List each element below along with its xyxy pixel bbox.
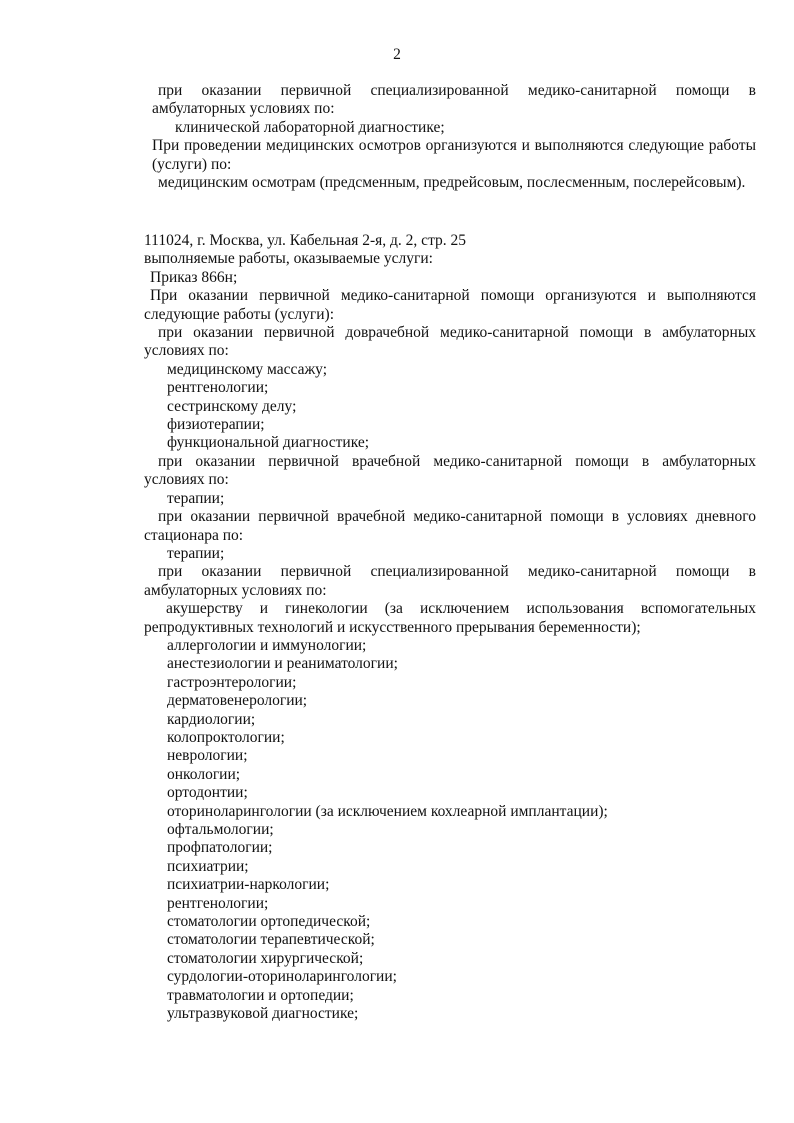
list-item: колопроктологии; bbox=[167, 728, 285, 746]
list-item: физиотерапии; bbox=[167, 416, 265, 434]
list-item: кардиологии; bbox=[167, 710, 256, 728]
group-title-physician-ambulatory: при оказании первичной врачебной медико-санитарной помощи в амбулаторных условиях по: bbox=[144, 452, 756, 489]
list-item: акушерству и гинекологии (за исключением использования вспомогательных репродуктивных технологий и искусственного прерывания беременности); bbox=[144, 600, 756, 636]
list-item: стоматологии хирургической; bbox=[167, 949, 364, 967]
list-item: неврологии; bbox=[167, 747, 248, 765]
list-item: травматологии и ортопедии; bbox=[167, 986, 354, 1004]
list-item: психиатрии-наркологии; bbox=[167, 876, 330, 894]
list-item: сестринскому делу; bbox=[167, 397, 297, 415]
list-item: терапии; bbox=[167, 489, 225, 507]
list-item: рентгенологии; bbox=[167, 894, 269, 912]
list-item: гастроэнтерологии; bbox=[167, 673, 297, 691]
paragraph-intro: При оказании первичной медико-санитарной помощи организуются и выполняются следующие работы (услуги): bbox=[144, 287, 756, 323]
list-item: психиатрии; bbox=[167, 857, 249, 875]
list-item: профпатологии; bbox=[167, 839, 273, 857]
list-item: аллергологии и иммунологии; bbox=[167, 636, 367, 654]
list-item: терапии; bbox=[167, 544, 225, 562]
list-item: клинической лабораторной диагностике; bbox=[175, 118, 445, 136]
paragraph-specialized-ambulatory: при оказании первичной специализированной медико-санитарной помощи в амбулаторных условиях по: bbox=[152, 82, 756, 118]
list-item: медицинскому массажу; bbox=[167, 360, 328, 378]
paragraph-medical-exams-intro: При проведении медицинских осмотров организуются и выполняются следующие работы (услуги) по: bbox=[152, 137, 756, 173]
works-heading: выполняемые работы, оказываемые услуги: bbox=[144, 250, 433, 268]
paragraph-medical-exams: медицинским осмотрам (предсменным, предрейсовым, послесменным, послерейсовым). bbox=[158, 174, 746, 192]
list-item: дерматовенерологии; bbox=[167, 692, 308, 710]
list-item: стоматологии ортопедической; bbox=[167, 913, 371, 931]
list-item: сурдологии-оториноларингологии; bbox=[167, 968, 397, 986]
address-line: 111024, г. Москва, ул. Кабельная 2-я, д. 2, стр. 25 bbox=[144, 232, 467, 249]
group-title-physician-day-hospital: при оказании первичной врачебной медико-санитарной помощи в условиях дневного стационара по: bbox=[144, 508, 756, 544]
list-item: ультразвуковой диагностике; bbox=[167, 1005, 359, 1023]
list-item: офтальмологии; bbox=[167, 821, 274, 838]
list-item: стоматологии терапевтической; bbox=[167, 931, 375, 949]
group-title-specialized-ambulatory: при оказании первичной специализированной медико-санитарной помощи в амбулаторных условиях по: bbox=[144, 563, 756, 599]
list-item: онкологии; bbox=[167, 765, 241, 783]
page-number: 2 bbox=[393, 46, 401, 63]
order-reference: Приказ 866н; bbox=[150, 268, 238, 286]
section-first bbox=[152, 82, 756, 192]
list-item: оториноларингологии (за исключением кохлеарной имплантации); bbox=[167, 802, 608, 820]
list-item: ортодонтии; bbox=[167, 784, 248, 802]
list-item: анестезиологии и реаниматологии; bbox=[167, 655, 398, 673]
list-item: функциональной диагностике; bbox=[167, 434, 370, 452]
list-item: рентгенологии; bbox=[167, 379, 269, 397]
section-address bbox=[144, 232, 756, 1023]
group-title-prehospital-ambulatory: при оказании первичной доврачебной медико-санитарной помощи в амбулаторных условиях по: bbox=[144, 324, 756, 360]
